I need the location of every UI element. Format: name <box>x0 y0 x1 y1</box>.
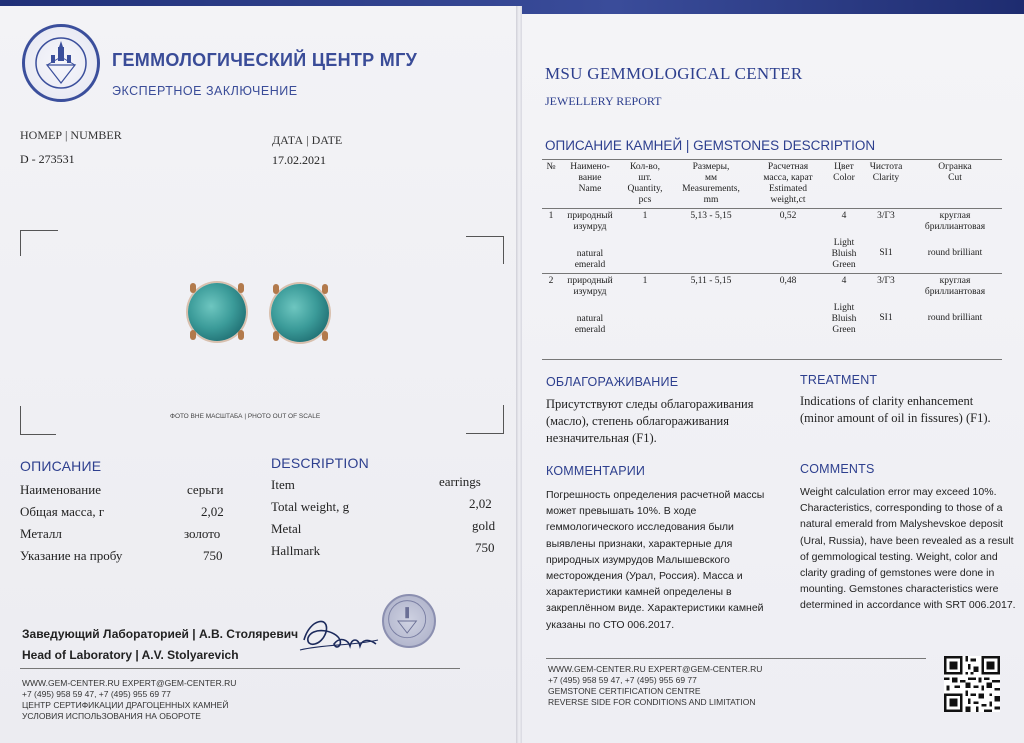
page-fold <box>516 6 522 743</box>
footer-line: ЦЕНТР СЕРТИФИКАЦИИ ДРАГОЦЕННЫХ КАМНЕЙ <box>22 700 229 710</box>
org-name-en: MSU GEMMOLOGICAL CENTER <box>545 64 803 83</box>
col-header: Размеры, мм Measurements, mm <box>670 160 752 209</box>
cell-qty: 1 <box>620 209 670 236</box>
photo-frame-corner <box>20 406 21 434</box>
photo-frame-corner <box>20 230 21 256</box>
col-header: Цвет Color <box>824 160 864 209</box>
cell-color-en: Light Bluish Green <box>831 302 857 335</box>
photo-note: ФОТО ВНЕ МАСШТАБА | PHOTO OUT OF SCALE <box>170 413 321 420</box>
comments-ru-title: КОММЕНТАРИИ <box>546 464 646 478</box>
desc-en-value: earrings <box>439 474 481 489</box>
photo-frame-corner <box>20 230 58 231</box>
cell-name: природный изумруд <box>560 273 620 300</box>
date-label: ДАТА | DATE <box>272 133 343 147</box>
cell-size: 5,13 - 5,15 <box>670 209 752 236</box>
cell-no: 1 <box>542 209 560 236</box>
cell-name-en: natural emerald <box>574 313 606 335</box>
cell-clarity-en: SI1 <box>879 247 893 258</box>
photo-frame-corner <box>20 434 56 435</box>
desc-en-title: DESCRIPTION <box>271 455 369 471</box>
cell-name-en: natural emerald <box>574 248 606 270</box>
cell-cut: круглая бриллиантовая <box>908 209 1002 236</box>
desc-en-value: 2,02 <box>469 496 492 511</box>
footer-divider <box>546 658 926 659</box>
comments-en-text: Weight calculation error may exceed 10%. Characteristics, corresponding to those of a natural emerald from Malyshevskoe deposit (Ural, Russia), have been revealed as a result of gemmological testing. Weight, color and clarity grading of gemstones were done in mounting. Gemstones characteristics were determined in accordance with SRT 006.2017. <box>800 486 1016 612</box>
cell-clarity-en: SI1 <box>879 312 893 323</box>
table-header-row <box>542 160 1002 209</box>
col-header: Огранка Cut <box>908 160 1002 209</box>
footer-line: УСЛОВИЯ ИСПОЛЬЗОВАНИЯ НА ОБОРОТЕ <box>22 711 201 721</box>
number-value: D - 273531 <box>20 152 75 166</box>
head-of-lab-en: Head of Laboratory | A.V. Stolyarevich <box>22 648 239 662</box>
cell-size: 5,11 - 5,15 <box>670 273 752 300</box>
comments-ru-text: Погрешность определения расчетной массы может превышать 10%. В ходе геммологического исследования были выявлены признаки, характерные для природных изумрудов Малышевского месторождения (Урал, Россия). Масса и характеристики камней определены в закреплённом виде. Характеристики камней указаны по СТО 006.2017. <box>546 489 765 631</box>
desc-ru-label: Указание на пробу <box>20 548 123 563</box>
footer-line: GEMSTONE CERTIFICATION CENTRE <box>548 686 701 696</box>
cell-clarity: 3/Г3 <box>864 209 908 236</box>
gemstones-table <box>542 159 1002 338</box>
date-value: 17.02.2021 <box>272 153 326 167</box>
table-bottom-line <box>542 359 1002 360</box>
photo-frame-corner <box>466 433 504 434</box>
cell-name: природный изумруд <box>560 209 620 236</box>
cell-no: 2 <box>542 273 560 300</box>
head-of-lab-ru: Заведующий Лабораторией | А.В. Столяревич <box>22 627 299 641</box>
comments-en-title: COMMENTS <box>800 462 875 476</box>
qr-code-icon <box>944 656 1000 712</box>
cell-clarity: 3/Г3 <box>864 273 908 300</box>
desc-ru-label: Общая масса, г <box>20 504 105 519</box>
cell-color-en: Light Bluish Green <box>831 237 857 270</box>
desc-en-label: Item <box>271 477 295 492</box>
col-header: Кол-во, шт. Quantity, pcs <box>620 160 670 209</box>
desc-en-label: Metal <box>271 521 302 536</box>
photo-frame-corner <box>503 405 504 433</box>
cell-cut: круглая бриллиантовая <box>908 273 1002 300</box>
desc-en-label: Total weight, g <box>271 499 350 514</box>
treatment-ru-text: Присутствуют следы облагораживания (масло), степень облагораживания незначительная (F1). <box>546 397 754 445</box>
footer-line: +7 (495) 958 59 47, +7 (495) 955 69 77 <box>548 675 697 685</box>
desc-ru-value: серьги <box>187 482 224 497</box>
cell-weight: 0,52 <box>752 209 824 236</box>
org-name-ru: ГЕММОЛОГИЧЕСКИЙ ЦЕНТР МГУ <box>112 50 418 70</box>
treatment-ru-title: ОБЛАГОРАЖИВАНИЕ <box>546 375 679 389</box>
doc-type-en: JEWELLERY REPORT <box>545 94 662 108</box>
cell-qty: 1 <box>620 273 670 300</box>
number-label: НОМЕР | NUMBER <box>20 128 122 142</box>
cell-color: 4 <box>824 273 864 300</box>
cell-cut-en: round brilliant <box>927 312 983 323</box>
desc-ru-label: Наименование <box>20 482 101 497</box>
col-header: Чистота Clarity <box>864 160 908 209</box>
footer-line: +7 (495) 958 59 47, +7 (495) 955 69 77 <box>22 689 171 699</box>
desc-en-label: Hallmark <box>271 543 321 558</box>
treatment-en-title: TREATMENT <box>800 373 878 387</box>
treatment-en-text: Indications of clarity enhancement (minor amount of oil in fissures) (F1). <box>800 394 991 425</box>
desc-en-value: gold <box>472 518 496 533</box>
table-row <box>542 273 1002 300</box>
gemstones-title: ОПИСАНИЕ КАМНЕЙ | GEMSTONES DESCRIPTION <box>545 138 876 153</box>
desc-en-value: 750 <box>475 540 495 555</box>
footer-left <box>22 678 236 722</box>
footer-line: REVERSE SIDE FOR CONDITIONS AND LIMITATION <box>548 697 756 707</box>
cell-weight: 0,48 <box>752 273 824 300</box>
doc-type-ru: ЭКСПЕРТНОЕ ЗАКЛЮЧЕНИЕ <box>112 84 298 98</box>
footer-line: WWW.GEM-CENTER.RU EXPERT@GEM-CENTER.RU <box>548 664 763 674</box>
cell-cut-en: round brilliant <box>927 247 983 258</box>
desc-ru-value: 2,02 <box>201 504 224 519</box>
table-row <box>542 235 1002 273</box>
footer-right <box>548 664 762 708</box>
col-header: Наимено- вание Name <box>560 160 620 209</box>
cell-color: 4 <box>824 209 864 236</box>
col-header: № <box>542 160 560 209</box>
photo-frame-corner <box>503 236 504 264</box>
table-row <box>542 209 1002 236</box>
table-row <box>542 300 1002 338</box>
footer-divider <box>20 668 460 669</box>
col-header: Расчетная масса, карат Estimated weight,ct <box>752 160 824 209</box>
seal-icon <box>382 594 436 648</box>
desc-ru-label: Металл <box>20 526 62 541</box>
msu-logo-icon <box>22 24 100 102</box>
desc-ru-title: ОПИСАНИЕ <box>20 458 102 474</box>
signature-icon <box>296 610 382 660</box>
desc-ru-value: 750 <box>203 548 223 563</box>
photo-frame-corner <box>466 236 504 237</box>
footer-line: WWW.GEM-CENTER.RU EXPERT@GEM-CENTER.RU <box>22 678 237 688</box>
desc-ru-value: золото <box>184 526 221 541</box>
